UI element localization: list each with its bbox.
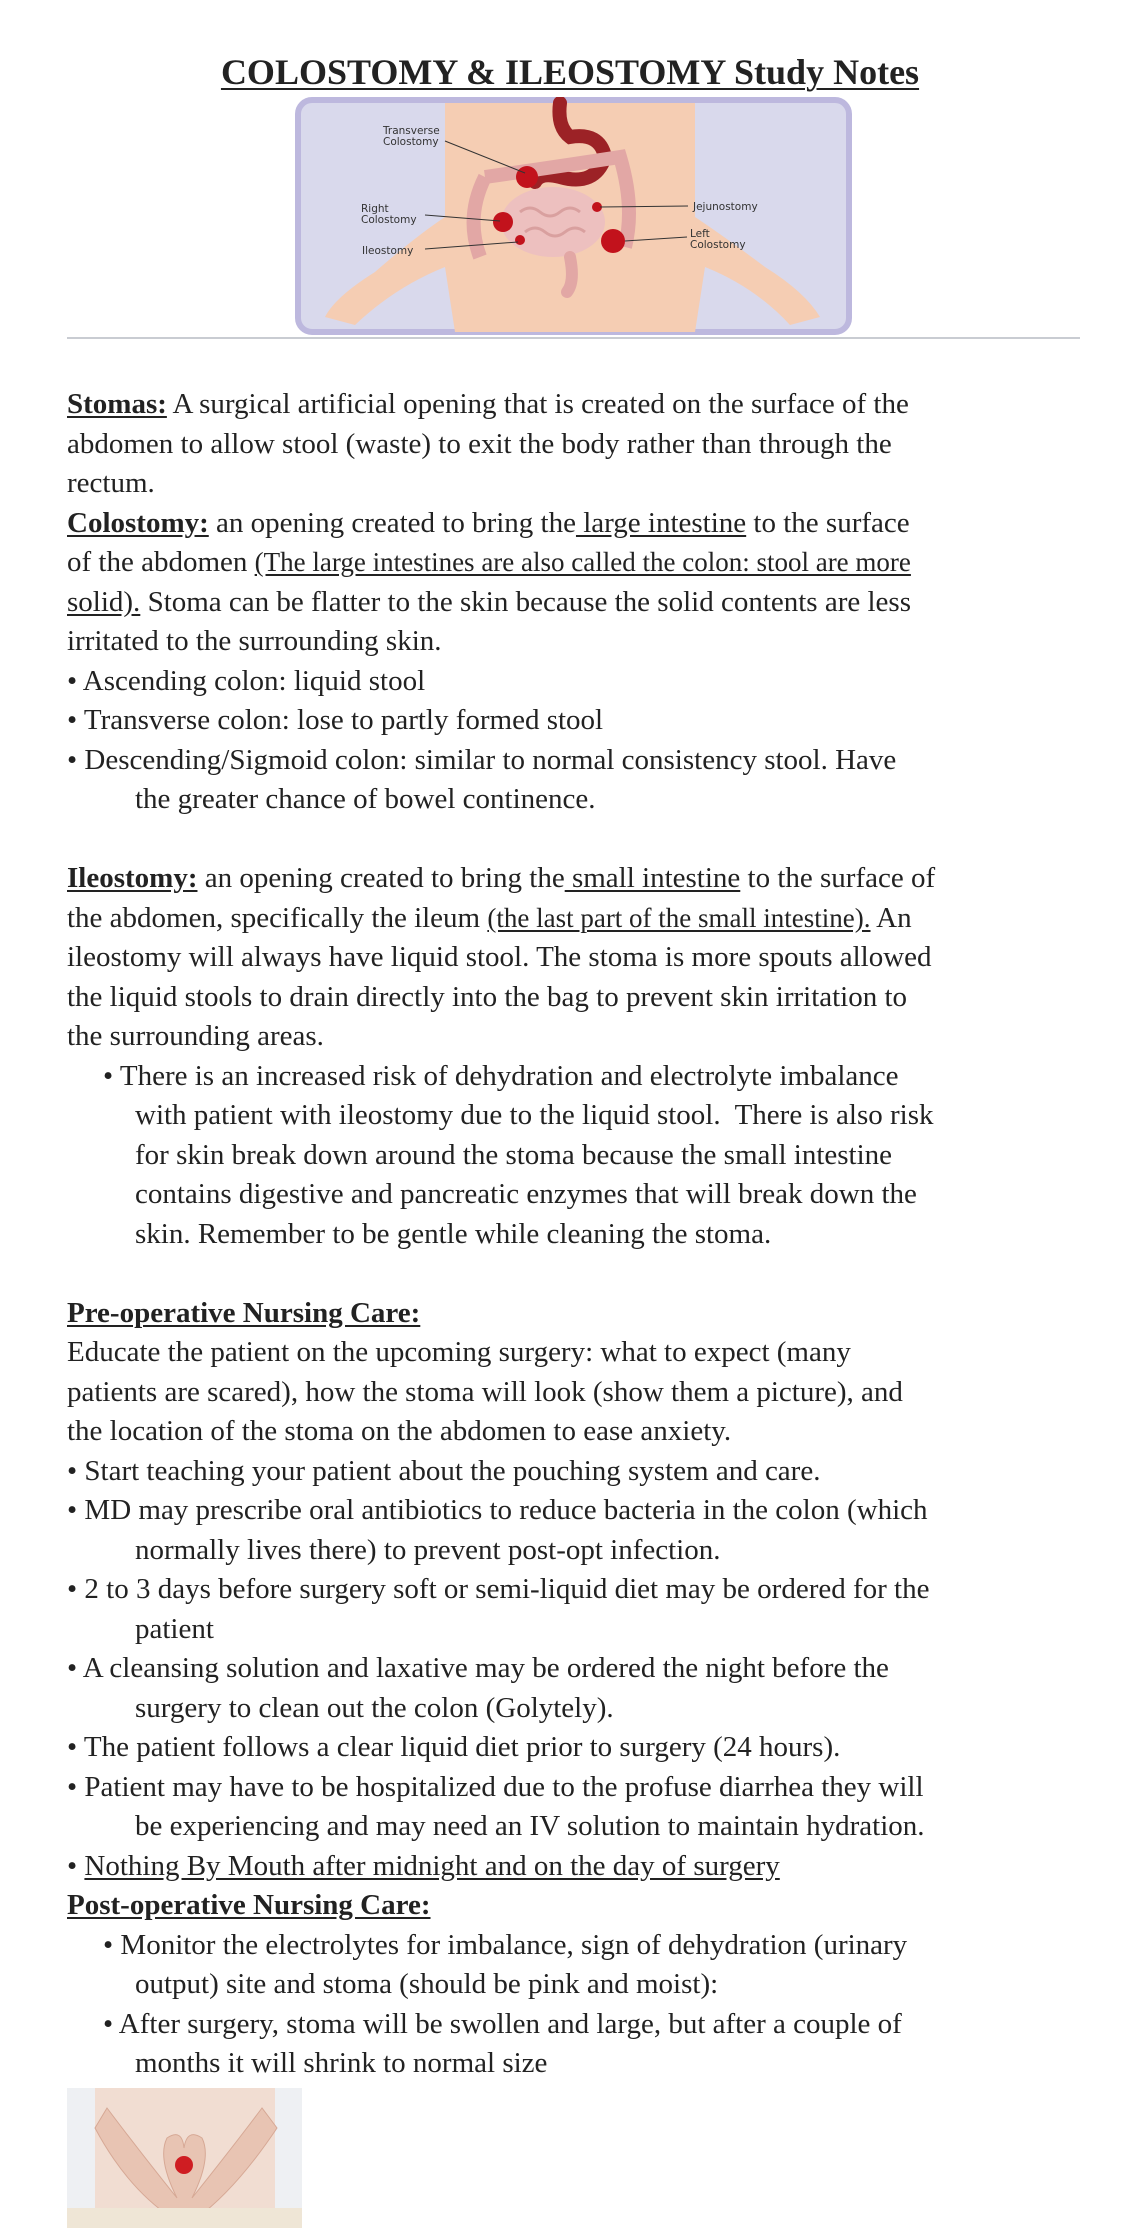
text-segment: the surrounding areas.: [67, 1020, 324, 1052]
text-segment: • After surgery, stoma will be swollen and large, but after a couple of: [103, 2007, 902, 2040]
text-segment: abdomen to allow stool (waste) to exit the body rather than through the: [67, 427, 892, 460]
text-segment: the location of the stoma on the abdomen to ease anxiety.: [67, 1415, 732, 1447]
label-transverse-colostomy: Transverse: [383, 125, 440, 137]
text-segment: • MD may prescribe oral antibiotics to reduce bacteria in the colon (which: [67, 1494, 928, 1526]
text-line: [67, 1491, 1097, 1531]
text-segment: small intestine: [564, 862, 741, 894]
text-line: [67, 1728, 1097, 1768]
text-line: [67, 543, 1097, 583]
text-line: [67, 1136, 1097, 1176]
text-line: [67, 504, 1097, 544]
text-segment: an opening created to bring the: [197, 862, 565, 894]
ostomy-sites-illustration: [295, 97, 852, 335]
text-line: [67, 464, 1097, 504]
label-right-colostomy: Right: [361, 203, 389, 215]
text-segment: Educate the patient on the upcoming surgery: what to expect (many: [67, 1336, 851, 1368]
label-left-colostomy: Left: [690, 228, 710, 240]
text-segment: solid).: [67, 585, 141, 618]
text-segment: patients are scared), how the stoma will look (show them a picture), and: [67, 1375, 903, 1408]
text-line: [67, 1649, 1097, 1689]
label-ileostomy: Ileostomy: [362, 245, 414, 257]
text-line: [67, 622, 1097, 662]
stoma-hands-photo: [67, 2088, 302, 2228]
text-segment: rectum.: [67, 467, 155, 499]
text-segment: • Patient may have to be hospitalized due to the profuse diarrhea they will: [67, 1770, 924, 1803]
text-line: [67, 425, 1097, 465]
label-transverse-colostomy-2: Colostomy: [383, 136, 439, 148]
text-line: [67, 1926, 1097, 1966]
text-segment: • There is an increased risk of dehydration and electrolyte imbalance: [103, 1059, 899, 1092]
study-notes-body: [67, 385, 1097, 2084]
text-segment: months it will shrink to normal size: [135, 2047, 548, 2079]
text-line: [67, 1807, 1097, 1847]
text-line: [67, 583, 1097, 623]
text-segment: Nothing By Mouth after midnight and on the day of surgery: [84, 1849, 780, 1882]
text-line: [67, 741, 1097, 781]
text-segment: •: [67, 1849, 85, 1882]
text-segment: to the surface of: [740, 862, 936, 894]
section-divider: [67, 337, 1080, 339]
text-segment: irritated to the surrounding skin.: [67, 625, 442, 657]
text-line: [67, 1452, 1097, 1492]
section-heading: Colostomy:: [67, 506, 209, 539]
section-heading: Pre-operative Nursing Care:: [67, 1296, 421, 1329]
text-segment: • Ascending colon: liquid stool: [67, 664, 426, 697]
label-left-colostomy-2: Colostomy: [690, 239, 746, 251]
text-segment: ileostomy will always have liquid stool. The stoma is more spouts allowed: [67, 941, 932, 973]
text-segment: contains digestive and pancreatic enzymes that will break down the: [135, 1178, 917, 1210]
text-line: [67, 1333, 1097, 1373]
text-line: [67, 820, 1097, 860]
text-segment: the greater chance of bowel continence.: [135, 783, 596, 815]
text-line: [67, 1610, 1097, 1650]
text-segment: patient: [135, 1612, 214, 1645]
text-segment: normally lives there) to prevent post-opt infection.: [135, 1533, 721, 1566]
text-segment: • Start teaching your patient about the pouching system and care.: [67, 1454, 821, 1487]
section-heading: Stomas:: [67, 388, 167, 420]
text-line: [67, 859, 1097, 899]
text-line: [67, 1886, 1097, 1926]
text-line: [67, 1847, 1097, 1887]
text-segment: large intestine: [575, 506, 747, 539]
text-line: [67, 780, 1097, 820]
text-segment: an opening created to bring the: [208, 506, 576, 539]
text-segment: the abdomen, specifically the ileum: [67, 901, 488, 934]
text-line: [67, 1254, 1097, 1294]
text-line: [67, 1096, 1097, 1136]
label-jejunostomy: Jejunostomy: [693, 201, 758, 213]
text-line: [67, 1768, 1097, 1808]
text-line: [67, 662, 1097, 702]
text-line: [67, 2044, 1097, 2084]
text-segment: (The large intestines are also called the colon: stool are more: [254, 547, 911, 577]
text-line: [67, 1215, 1097, 1255]
text-segment: with patient with ileostomy due to the liquid stool. There is also risk: [135, 1099, 934, 1131]
text-segment: (the last part of the small intestine).: [487, 902, 871, 933]
text-line: [67, 938, 1097, 978]
text-line: [67, 1570, 1097, 1610]
text-segment: Stoma can be flatter to the skin because the solid contents are less: [140, 585, 911, 618]
section-heading: Ileostomy:: [67, 862, 198, 894]
label-right-colostomy-2: Colostomy: [361, 214, 417, 226]
text-line: [67, 1057, 1097, 1097]
text-segment: be experiencing and may need an IV solution to maintain hydration.: [135, 1810, 925, 1842]
text-line: [67, 2005, 1097, 2045]
text-segment: • The patient follows a clear liquid diet prior to surgery (24 hours).: [67, 1731, 841, 1763]
text-line: [67, 1175, 1097, 1215]
page-title: COLOSTOMY & ILEOSTOMY Study Notes: [220, 52, 920, 92]
text-segment: skin. Remember to be gentle while cleaning the stoma.: [135, 1217, 772, 1250]
text-segment: for skin break down around the stoma because the small intestine: [135, 1138, 893, 1171]
text-line: [67, 899, 1097, 939]
text-segment: • A cleansing solution and laxative may be ordered the night before the: [67, 1652, 889, 1684]
text-line: [67, 385, 1097, 425]
text-segment: A surgical artificial opening that is created on the surface of the: [166, 388, 909, 420]
text-segment: • Descending/Sigmoid colon: similar to normal consistency stool. Have: [67, 743, 897, 776]
text-segment: An: [870, 901, 912, 934]
text-segment: output) site and stoma (should be pink and moist):: [135, 1968, 719, 2000]
text-segment: of the abdomen: [67, 546, 255, 578]
text-line: [67, 1373, 1097, 1413]
text-line: [67, 701, 1097, 741]
text-line: [67, 1294, 1097, 1334]
text-line: [67, 1531, 1097, 1571]
text-segment: • 2 to 3 days before surgery soft or semi-liquid diet may be ordered for the: [67, 1573, 930, 1605]
text-line: [67, 1017, 1097, 1057]
text-segment: to the surface: [746, 506, 910, 539]
text-segment: • Monitor the electrolytes for imbalance, sign of dehydration (urinary: [103, 1928, 908, 1961]
text-line: [67, 978, 1097, 1018]
text-segment: the liquid stools to drain directly into the bag to prevent skin irritation to: [67, 980, 908, 1013]
text-line: [67, 1689, 1097, 1729]
text-line: [67, 1965, 1097, 2005]
section-heading: Post-operative Nursing Care:: [67, 1889, 431, 1921]
text-segment: • Transverse colon: lose to partly formed stool: [67, 704, 604, 736]
text-segment: surgery to clean out the colon (Golytely).: [135, 1691, 614, 1724]
text-line: [67, 1412, 1097, 1452]
